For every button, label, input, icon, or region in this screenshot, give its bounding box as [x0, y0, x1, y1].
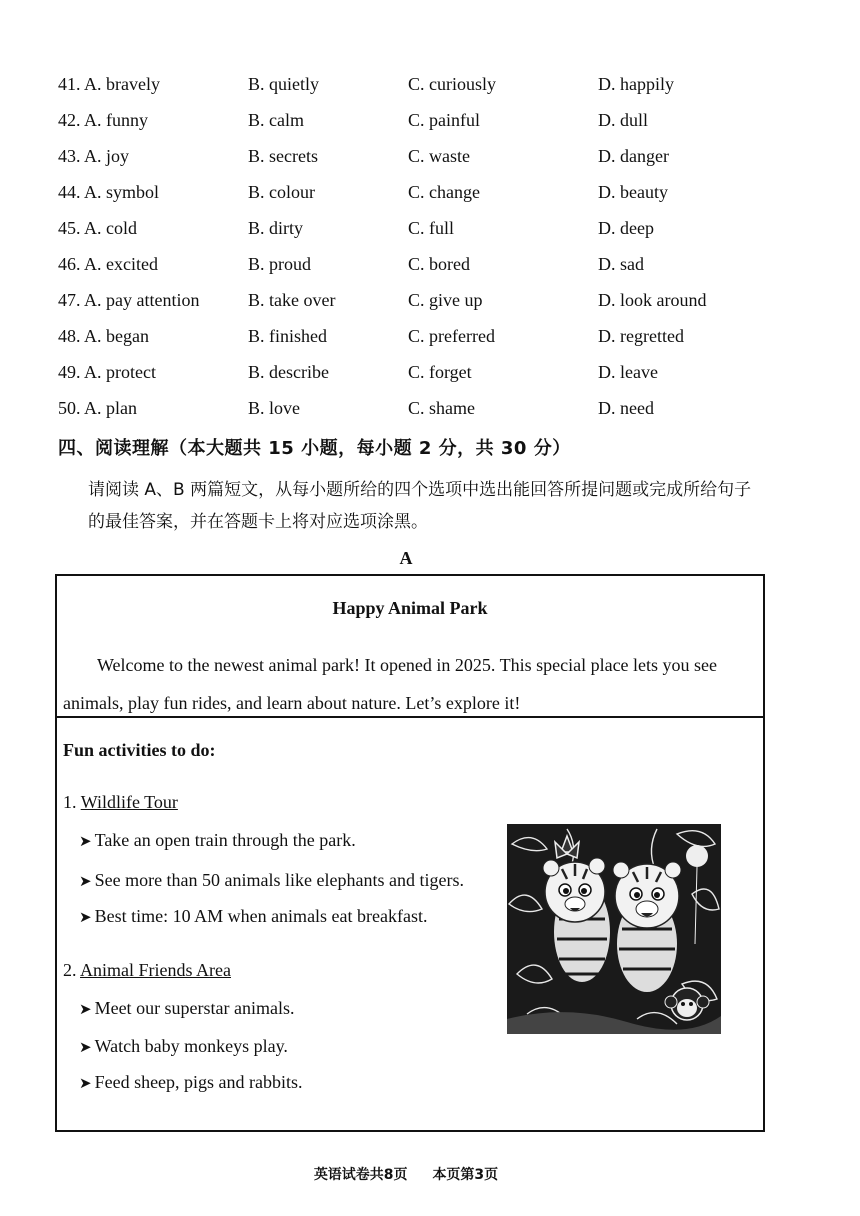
option-d: D. leave	[598, 362, 658, 382]
arrow-bullet-icon: ➤	[79, 832, 92, 850]
passage-box	[55, 574, 765, 1132]
question-row	[58, 70, 758, 106]
activity-heading-wildlife-tour: 1. Wildlife Tour	[63, 792, 178, 812]
option-c: C. change	[408, 182, 480, 202]
option-d: D. need	[598, 398, 654, 418]
option-c: C. shame	[408, 398, 475, 418]
arrow-bullet-icon: ➤	[79, 908, 92, 926]
option-c: C. give up	[408, 290, 483, 310]
option-c: C. preferred	[408, 326, 495, 346]
option-c: C. curiously	[408, 74, 496, 94]
option-d: D. look around	[598, 290, 707, 310]
option-a: 50. A. plan	[58, 398, 138, 418]
option-a: 47. A. pay attention	[58, 290, 200, 310]
tiger-cubs-jungle-illustration	[507, 824, 721, 1034]
option-b: B. proud	[248, 254, 311, 274]
activities-heading: Fun activities to do:	[63, 740, 216, 760]
arrow-bullet-icon: ➤	[79, 1000, 92, 1018]
option-a: 44. A. symbol	[58, 182, 160, 202]
option-a: 48. A. began	[58, 326, 149, 346]
option-d: D. dull	[598, 110, 649, 130]
answer-options-table	[58, 70, 758, 430]
bullet-item: ➤ Take an open train through the park.	[79, 830, 356, 850]
option-a: 45. A. cold	[58, 218, 138, 238]
arrow-bullet-icon: ➤	[79, 1038, 92, 1056]
option-a: 49. A. protect	[58, 362, 156, 382]
arrow-bullet-icon: ➤	[79, 1074, 92, 1092]
section-instructions: 请阅读 A、B 两篇短文，从每小题所给的四个选项中选出能回答所提问题或完成所给句子的最佳答案，并在答题卡上将对应选项涂黑。	[88, 480, 752, 532]
option-c: C. waste	[408, 146, 470, 166]
question-row	[58, 106, 758, 142]
option-c: C. forget	[408, 362, 472, 382]
bullet-item: ➤ See more than 50 animals like elephants and tigers.	[79, 870, 464, 890]
option-b: B. love	[248, 398, 300, 418]
option-d: D. happily	[598, 74, 674, 94]
question-row	[58, 142, 758, 178]
bullet-item: ➤ Best time: 10 AM when animals eat breakfast.	[79, 906, 428, 926]
option-d: D. sad	[598, 254, 644, 274]
option-b: B. colour	[248, 182, 315, 202]
option-a: 41. A. bravely	[58, 74, 160, 94]
option-b: B. dirty	[248, 218, 304, 238]
question-row	[58, 286, 758, 322]
option-c: C. full	[408, 218, 455, 238]
question-row	[58, 250, 758, 286]
page-footer	[0, 1164, 812, 1184]
arrow-bullet-icon: ➤	[79, 872, 92, 890]
option-a: 42. A. funny	[58, 110, 149, 130]
option-b: B. take over	[248, 290, 336, 310]
passage-intro: Welcome to the newest animal park! It opened in 2025. This special place lets you see animals, play fun rides, and learn about nature. Let’s explore it!	[63, 655, 718, 713]
passage-title: Happy Animal Park	[332, 598, 488, 618]
option-d: D. regretted	[598, 326, 684, 346]
footer-page-number: 本页第3页	[432, 1167, 499, 1183]
option-d: D. danger	[598, 146, 669, 166]
option-b: B. secrets	[248, 146, 318, 166]
option-b: B. describe	[248, 362, 329, 382]
question-row	[58, 358, 758, 394]
question-row	[58, 214, 758, 250]
option-d: D. beauty	[598, 182, 668, 202]
passage-label: A	[399, 548, 413, 568]
question-row	[58, 178, 758, 214]
section-heading: 四、阅读理解（本大题共 15 小题，每小题 2 分，共 30 分）	[58, 438, 571, 459]
activity-heading-animal-friends-area: 2. Animal Friends Area	[63, 960, 231, 980]
bullet-item: ➤ Feed sheep, pigs and rabbits.	[79, 1072, 303, 1092]
question-row	[58, 322, 758, 358]
option-a: 46. A. excited	[58, 254, 158, 274]
option-a: 43. A. joy	[58, 146, 130, 166]
option-d: D. deep	[598, 218, 654, 238]
option-b: B. finished	[248, 326, 327, 346]
bullet-item: ➤ Watch baby monkeys play.	[79, 1036, 288, 1056]
question-row	[58, 394, 758, 430]
option-c: C. painful	[408, 110, 480, 130]
bullet-item: ➤ Meet our superstar animals.	[79, 998, 295, 1018]
option-b: B. calm	[248, 110, 304, 130]
footer-total-pages: 英语试卷共8页	[313, 1167, 408, 1183]
passage-header	[57, 576, 763, 718]
option-c: C. bored	[408, 254, 470, 274]
option-b: B. quietly	[248, 74, 319, 94]
